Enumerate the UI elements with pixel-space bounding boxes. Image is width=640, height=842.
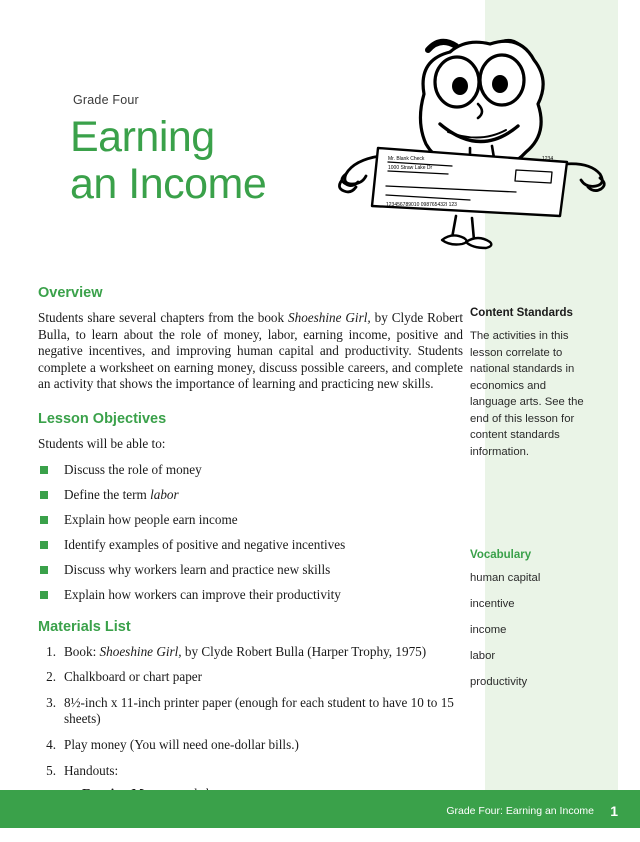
- footer-label: Grade Four: Earning an Income: [446, 805, 594, 817]
- list-item: labor: [470, 650, 496, 662]
- check-character-illustration: [320, 20, 620, 250]
- vocabulary-list: [470, 570, 586, 690]
- objective-text: Explain how people earn income: [64, 511, 238, 527]
- footer-bar: [0, 790, 640, 828]
- main-content: [38, 285, 463, 842]
- list-item: [38, 695, 463, 728]
- page-title-line2: an Income: [70, 160, 267, 208]
- objective-text: Define the term: [64, 486, 151, 502]
- content-standards-text: The activities in this lesson correlate to national standards in economics and language arts. See the end of this lesson for content standards information.: [470, 330, 584, 458]
- item-number: 5.: [46, 762, 56, 778]
- square-bullet-icon: [40, 591, 48, 599]
- list-item: productivity: [470, 676, 528, 688]
- objective-text: Discuss the role of money: [64, 461, 202, 477]
- objective-term: labor: [150, 486, 179, 502]
- page-number: 1: [610, 803, 618, 819]
- list-item: [38, 562, 463, 578]
- objective-text: Identify examples of positive and negative incentives: [64, 536, 346, 552]
- list-item: [38, 644, 463, 661]
- objectives-lead-in: Students will be able to:: [38, 435, 166, 451]
- materials-heading: Materials List: [38, 618, 131, 635]
- item-number: 1.: [46, 643, 56, 659]
- square-bullet-icon: [40, 566, 48, 574]
- list-item: [38, 462, 463, 478]
- check-number: 1234: [542, 156, 554, 162]
- item-book-title: Shoeshine Girl,: [99, 643, 182, 659]
- vocabulary-block: [470, 549, 586, 700]
- vocabulary-heading: Vocabulary: [470, 549, 532, 561]
- right-margin-strip: [618, 0, 640, 790]
- square-bullet-icon: [40, 541, 48, 549]
- list-item: human capital: [470, 572, 541, 584]
- objective-text: Explain how workers can improve their productivity: [64, 586, 341, 602]
- square-bullet-icon: [40, 466, 48, 474]
- square-bullet-icon: [40, 516, 48, 524]
- content-standards-block: [470, 307, 586, 460]
- check-micr: 123456789010 098765432I 123: [386, 202, 457, 208]
- overview-text-part1: Students share several chapters from the book: [38, 310, 289, 325]
- item-number: 4.: [46, 736, 56, 752]
- lesson-objectives-section: [38, 411, 463, 603]
- overview-text: [38, 310, 463, 393]
- square-bullet-icon: [40, 491, 48, 499]
- list-item: [38, 512, 463, 528]
- check-payee-line1: Mr. Blank Check: [388, 156, 425, 162]
- overview-text-part2: by Clyde Robert Bulla, to learn about the role of money, labor, earning income, positive and negative incentives, and improving human capital and productivity. Students complete a worksheet on earning money, discuss possible careers, and complete an activity that shows the importance of learning and practicing new skills.: [38, 310, 463, 392]
- check-payee-line2: 1000 Straw Lake Dr: [388, 165, 433, 171]
- overview-heading: Overview: [38, 285, 103, 301]
- list-item: [38, 669, 463, 686]
- item-number: 2.: [46, 669, 56, 685]
- item-text-before: Book:: [64, 643, 100, 659]
- item-text: Chalkboard or chart paper: [64, 669, 203, 685]
- objectives-list: [38, 462, 463, 603]
- page-title-line1: Earning: [70, 113, 215, 161]
- list-item: [38, 737, 463, 754]
- objectives-heading: Lesson Objectives: [38, 410, 167, 427]
- grade-label: Grade Four: [73, 93, 139, 107]
- overview-book-title: Shoeshine Girl,: [288, 310, 371, 325]
- list-item: [38, 587, 463, 603]
- list-item: income: [470, 624, 507, 636]
- list-item: incentive: [470, 598, 515, 610]
- objective-text: Discuss why workers learn and practice new skills: [64, 561, 331, 577]
- list-item: [38, 537, 463, 553]
- item-number: 3.: [46, 694, 56, 710]
- item-text-after: by Clyde Robert Bulla (Harper Trophy, 1975): [181, 643, 427, 659]
- item-text: 8½-inch x 11-inch printer paper (enough for each student to have 10 to 15 sheets): [64, 694, 454, 727]
- content-standards-heading: Content Standards: [470, 307, 573, 319]
- page-title: [70, 114, 266, 208]
- list-item: [38, 487, 463, 503]
- item-text: Play money (You will need one-dollar bills.): [64, 736, 299, 752]
- item-text: Handouts:: [64, 762, 119, 778]
- overview-section: [38, 285, 463, 393]
